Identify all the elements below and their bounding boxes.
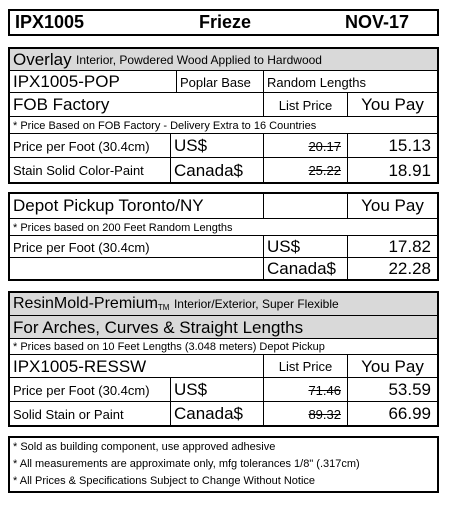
product-code: IPX1005: [15, 12, 85, 32]
trademark-mark: TM: [157, 302, 170, 312]
depot-price-row-ca: [10, 257, 437, 280]
overlay-note: * Price Based on FOB Factory - Delivery Extra to 16 Countries: [13, 119, 317, 132]
resin-section: [8, 291, 439, 427]
resin-title: ResinMold-Premium: [13, 295, 158, 312]
overlay-base: Poplar Base: [176, 71, 263, 93]
note-line: * Sold as building component, use approved adhesive: [13, 441, 276, 453]
overlay-fob-row: [10, 92, 437, 117]
list-price-value: 89.32: [263, 402, 347, 426]
row-label: Stain Solid Color-Paint: [13, 163, 144, 178]
resin-subtitle: Interior/Exterior, Super Flexible: [173, 297, 339, 311]
row-label: Price per Foot (30.4cm): [13, 138, 150, 154]
resin-price-row-us: [10, 377, 437, 402]
resin-note: * Prices based on 10 Feet Lengths (3.048 meters) Depot Pickup: [13, 341, 325, 353]
product-name: Frieze: [198, 12, 252, 32]
depot-you-pay-header: You Pay: [347, 194, 437, 218]
resin-sku-row: [10, 354, 437, 378]
resin-note-row: [10, 338, 437, 355]
price-date: NOV-17: [345, 12, 410, 32]
you-pay-value: 15.13: [347, 134, 437, 158]
overlay-price-row-ca: [10, 157, 437, 183]
overlay-note-row: [10, 116, 437, 134]
overlay-fob: FOB Factory: [13, 95, 110, 114]
row-label: [10, 258, 263, 280]
you-pay-value: 18.91: [347, 158, 437, 183]
note-line: * All measurements are approximate only, mfg tolerances 1/8" (.317cm): [13, 458, 360, 470]
row-label: Price per Foot (30.4cm): [13, 239, 150, 255]
header-bar: [8, 9, 439, 36]
overlay-list-price-header: List Price: [263, 93, 347, 117]
currency-label: Canada$: [263, 258, 347, 280]
currency-label: US$: [170, 378, 263, 402]
resin-line2: For Arches, Curves & Straight Lengths: [13, 317, 304, 337]
note-line: * All Prices & Specifications Subject to Change Without Notice: [13, 475, 316, 487]
overlay-you-pay-header: You Pay: [347, 93, 437, 117]
resin-list-price-header: List Price: [263, 355, 347, 378]
resin-you-pay-header: You Pay: [347, 355, 437, 378]
depot-price-row-us: [10, 235, 437, 258]
overlay-sku: IPX1005-POP: [13, 72, 120, 91]
resin-sku: IPX1005-RESSW: [13, 356, 147, 376]
depot-section: [8, 192, 439, 281]
currency-label: Canada$: [170, 402, 263, 426]
overlay-section: [8, 47, 439, 184]
overlay-lengths: Random Lengths: [263, 71, 437, 93]
you-pay-value: 17.82: [347, 236, 437, 258]
depot-empty-cell: [263, 194, 347, 218]
notes-box: [8, 436, 439, 493]
currency-label: Canada$: [170, 158, 263, 183]
you-pay-value: 22.28: [347, 258, 437, 280]
you-pay-value: 66.99: [347, 402, 437, 426]
overlay-title: Overlay: [13, 49, 72, 69]
overlay-title-cell: [10, 49, 437, 70]
depot-title-row: [10, 194, 437, 218]
you-pay-value: 53.59: [347, 378, 437, 402]
depot-note: * Prices based on 200 Feet Random Lengths: [13, 221, 233, 234]
depot-title: Depot Pickup Toronto/NY: [13, 196, 204, 215]
overlay-title-row: [10, 49, 437, 70]
overlay-subtitle: Interior, Powdered Wood Applied to Hardwood: [76, 52, 322, 67]
list-price-value: 20.17: [263, 134, 347, 158]
resin-line2-row: [10, 315, 437, 339]
list-price-value: 25.22: [263, 158, 347, 183]
resin-title-row: [10, 293, 437, 315]
overlay-price-row-us: [10, 133, 437, 158]
currency-label: US$: [263, 236, 347, 258]
row-label: Price per Foot (30.4cm): [13, 382, 150, 398]
list-price-value: 71.46: [263, 378, 347, 402]
depot-note-row: [10, 218, 437, 236]
currency-label: US$: [170, 134, 263, 158]
resin-title-cell: [10, 293, 437, 315]
resin-price-row-ca: [10, 401, 437, 426]
overlay-sku-row: [10, 70, 437, 93]
row-label: Solid Stain or Paint: [13, 406, 124, 422]
